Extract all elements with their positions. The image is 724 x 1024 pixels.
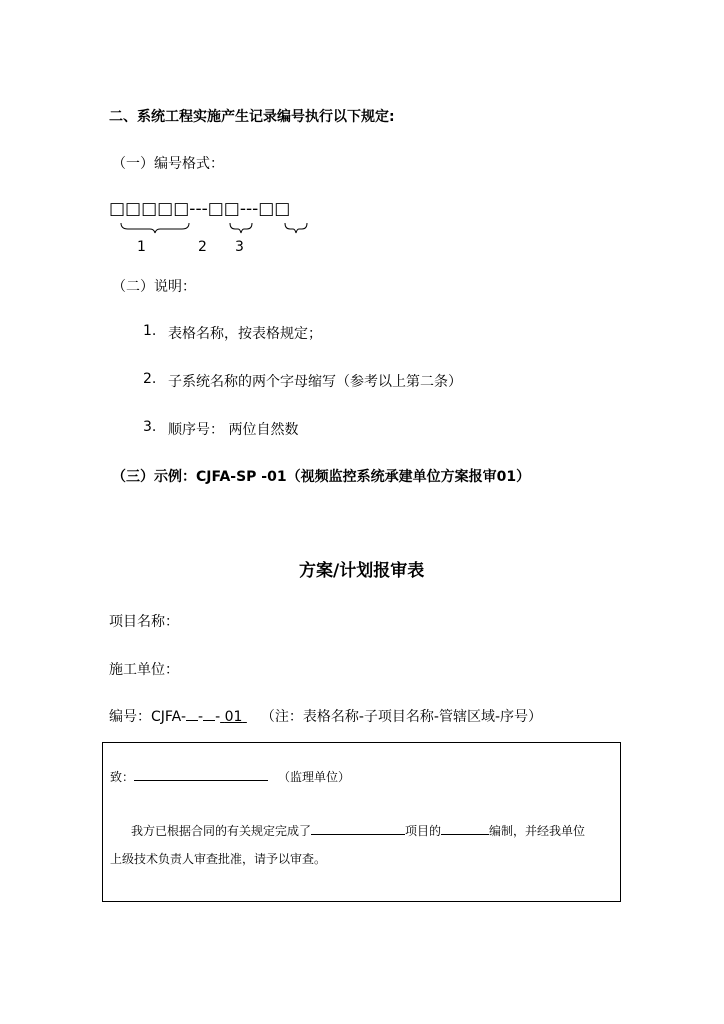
body-part-3: 编制，并经我单位: [489, 824, 586, 838]
format-pattern: □□□□□---□□---□□: [109, 199, 291, 219]
label-1: 1: [137, 239, 146, 255]
body-blank-1: [311, 823, 405, 835]
code-sep-2: -: [215, 709, 221, 725]
item-2-num: 2.: [143, 371, 157, 387]
construction-unit-label: 施工单位：: [109, 662, 179, 678]
label-3: 3: [235, 239, 244, 255]
code-prefix: 编号：CJFA-: [109, 709, 186, 725]
body-blank-2: [441, 823, 489, 835]
code-sep-1: -: [198, 709, 204, 725]
brace-3-icon: [284, 222, 308, 234]
to-suffix: （监理单位）: [278, 770, 351, 784]
rules-heading: 二、系统工程实施产生记录编号执行以下规定:: [109, 109, 395, 125]
example-line: （三）示例：CJFA-SP -01（视频监控系统承建单位方案报审01）: [112, 469, 531, 485]
code-line: [109, 706, 542, 726]
format-title: （一）编号格式：: [112, 156, 224, 172]
to-blank: [134, 769, 268, 781]
code-blank-1: [186, 707, 198, 721]
brace-1-icon: [120, 222, 190, 234]
to-line: [110, 768, 350, 785]
brace-2-icon: [229, 222, 253, 234]
item-2-text: 子系统名称的两个字母缩写（参考以上第二条）: [168, 374, 462, 390]
item-3-text: 顺序号： 两位自然数: [168, 422, 299, 438]
item-3-num: 3.: [143, 419, 157, 435]
to-label: 致：: [110, 770, 135, 784]
item-1-text: 表格名称，按表格规定；: [168, 326, 322, 342]
body-line-1: [131, 822, 585, 839]
code-note: （注：表格名称-子项目名称-管辖区域-序号）: [260, 709, 543, 725]
body-line-2: 上级技术负责人审查批准，请予以审查。: [110, 852, 327, 866]
body-part-1: 我方已根据合同的有关规定完成了: [131, 824, 312, 838]
form-title: 方案/计划报审表: [299, 561, 425, 581]
explain-title: （二）说明：: [112, 279, 196, 295]
code-seq: 01: [224, 709, 243, 725]
item-1-num: 1.: [143, 323, 157, 339]
code-blank-2: [203, 707, 215, 721]
label-2: 2: [198, 239, 207, 255]
project-name-label: 项目名称：: [109, 614, 179, 630]
body-part-2: 项目的: [405, 824, 442, 838]
